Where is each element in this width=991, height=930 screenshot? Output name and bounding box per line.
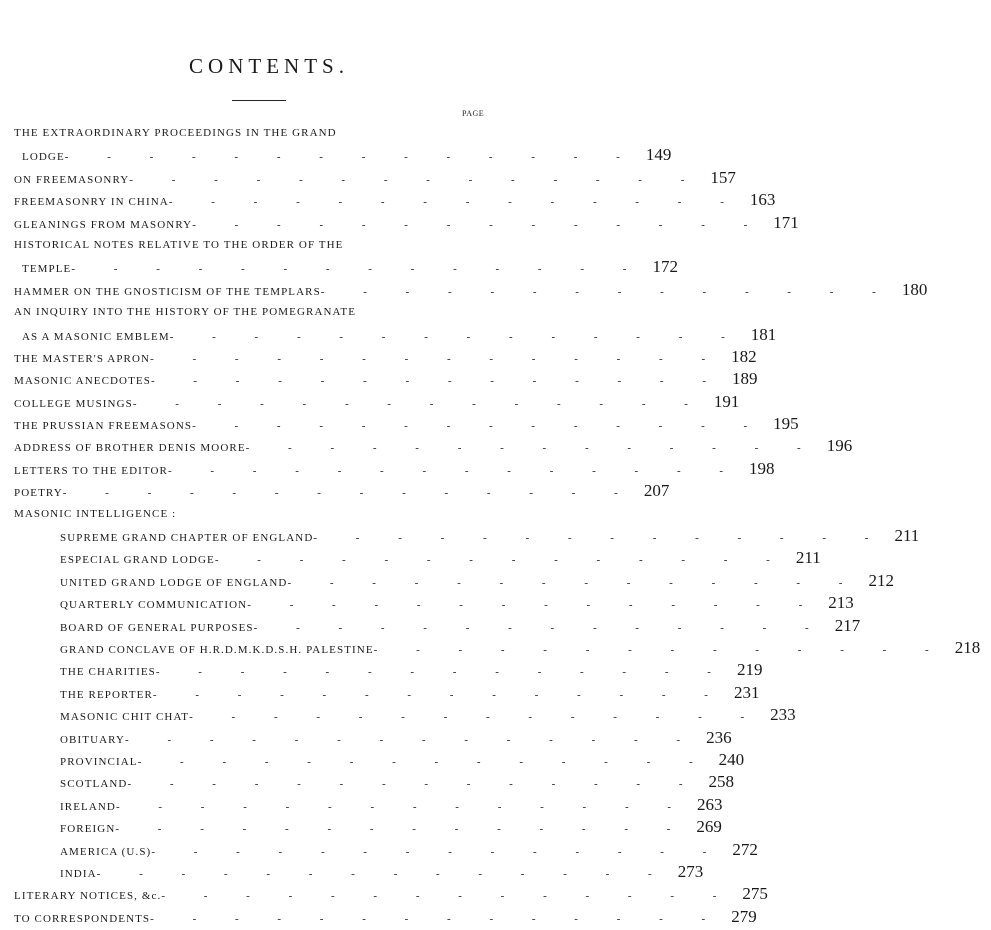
toc-entry: [14, 368, 758, 390]
leader-dashes: - - - - - - - - - - - - - -: [287, 576, 861, 589]
leader-dashes: - - - - - - - - - - - - - -: [150, 375, 725, 388]
entry-title: LITERARY NOTICES, &c.: [14, 890, 162, 903]
leader-dashes: - - - - - - - - - - - - - -: [161, 890, 735, 903]
toc-entry: [14, 391, 740, 413]
leader-dashes: - - - - - - - - - - - - - -: [115, 823, 689, 836]
entry-page-number: 258: [708, 772, 735, 792]
leader-dashes: - - - - - - - - - - - - - -: [62, 487, 636, 500]
leader-dashes: - - - - - - - - - - - - - -: [373, 643, 947, 656]
entry-title: ON FREEMASONRY: [14, 173, 130, 186]
entry-title: AN INQUIRY INTO THE HISTORY OF THE POMEGRANATE: [14, 306, 357, 319]
entry-title: THE MASTER'S APRON: [14, 352, 151, 365]
toc-entry: [14, 480, 670, 502]
leader-dashes: - - - - - - - - - - - - - -: [214, 554, 788, 567]
entry-page-number: 240: [718, 749, 745, 769]
leader-dashes: - - - - - - - - - - - - - -: [64, 151, 638, 164]
toc-entry: [14, 144, 672, 166]
leader-dashes: - - - - - - - - - - - - - -: [71, 263, 645, 276]
entry-page-number: 196: [826, 436, 853, 456]
leader-dashes: - - - - - - - - - - - - - -: [125, 733, 699, 746]
entry-title: ADDRESS OF BROTHER DENIS MOORE: [14, 442, 246, 455]
entry-title: COLLEGE MUSINGS: [14, 397, 133, 410]
entry-page-number: 163: [749, 190, 776, 210]
entry-title: SUPREME GRAND CHAPTER OF ENGLAND: [60, 532, 314, 545]
toc-entry: [14, 279, 928, 301]
leader-dashes: - - - - - - - - - - - - - -: [152, 688, 726, 701]
toc-entry: [14, 839, 758, 861]
entry-page-number: 231: [733, 682, 760, 702]
leader-dashes: - - - - - - - - - - - - - -: [247, 599, 821, 612]
toc-entry: [14, 727, 732, 749]
leader-dashes: - - - - - - - - - - - - - -: [192, 218, 766, 231]
toc-entry: [14, 234, 488, 256]
entry-page-number: 180: [901, 279, 928, 299]
entry-title: OBITUARY: [60, 733, 126, 746]
entry-page-number: 182: [731, 346, 757, 366]
entry-title: AS A MASONIC EMBLEM: [22, 330, 170, 343]
entry-page-number: 218: [954, 637, 981, 657]
leader-dashes: - - - - - - - - - - - - - -: [189, 711, 763, 724]
entry-page-number: 211: [894, 526, 920, 546]
entry-title: THE PRUSSIAN FREEMASONS: [14, 420, 193, 433]
leader-dashes: - - - - - - - - - - - - - -: [192, 420, 766, 433]
toc-entry: [14, 816, 722, 838]
entry-page-number: 233: [770, 705, 796, 725]
entry-title: LETTERS TO THE EDITOR: [14, 464, 168, 477]
leader-dashes: - - - - - - - - - - - - - -: [96, 867, 670, 880]
entry-title: THE CHARITIES: [60, 666, 156, 679]
entry-title: QUARTERLY COMMUNICATION: [60, 599, 248, 612]
entry-page-number: 195: [773, 414, 799, 434]
entry-title: INDIA: [60, 867, 97, 880]
toc-entry: [14, 883, 768, 905]
entry-page-number: 269: [696, 817, 722, 837]
entry-page-number: 172: [652, 257, 678, 277]
entry-title: SCOTLAND: [60, 778, 128, 791]
entry-page-number: 275: [742, 884, 768, 904]
entry-page-number: 273: [677, 861, 704, 881]
leader-dashes: - - - - - - - - - - - - - -: [127, 778, 701, 791]
leader-dashes: - - - - - - - - - - - - - -: [132, 397, 706, 410]
entry-page-number: 207: [643, 481, 670, 501]
leader-dashes: - - - - - - - - - - - - - -: [151, 845, 725, 858]
toc-entry: [14, 324, 777, 346]
entry-title: LODGE: [22, 151, 65, 164]
contents-list: [14, 122, 981, 928]
entry-title: MASONIC ANECDOTES: [14, 375, 151, 388]
entry-title: IRELAND: [60, 800, 116, 813]
leader-dashes: - - - - - - - - - - - - - -: [155, 666, 729, 679]
toc-entry: [14, 212, 799, 234]
toc-entry: [14, 346, 757, 368]
entry-title: TO CORRESPONDENTS: [14, 912, 151, 925]
entry-page-number: 236: [706, 727, 732, 747]
entry-title: HAMMER ON THE GNOSTICISM OF THE TEMPLARS: [14, 285, 321, 298]
entry-page-number: 149: [645, 145, 672, 165]
toc-entry: [14, 637, 981, 659]
entry-page-number: 171: [773, 212, 799, 232]
toc-entry: [14, 122, 488, 144]
toc-entry: [14, 458, 775, 480]
toc-entry: [14, 906, 757, 928]
entry-page-number: 212: [868, 570, 894, 590]
entry-title: PROVINCIAL: [60, 755, 138, 768]
entry-page-number: 279: [731, 906, 757, 926]
toc-entry: [14, 861, 704, 883]
entry-title: GLEANINGS FROM MASONRY: [14, 218, 193, 231]
entry-title: THE REPORTER: [60, 688, 153, 701]
entry-page-number: 219: [736, 660, 763, 680]
leader-dashes: - - - - - - - - - - - - - -: [320, 285, 894, 298]
toc-entry: [14, 413, 799, 435]
leader-dashes: - - - - - - - - - - - - - -: [253, 621, 827, 634]
entry-page-number: 263: [697, 794, 723, 814]
toc-entry: [14, 547, 821, 569]
toc-entry: [14, 771, 735, 793]
page-column-label: PAGE: [462, 109, 485, 118]
entry-page-number: 217: [834, 615, 861, 635]
toc-entry: [14, 167, 736, 189]
entry-title: GRAND CONCLAVE OF H.R.D.M.K.D.S.H. PALESTINE: [60, 643, 374, 656]
leader-dashes: - - - - - - - - - - - - - -: [168, 196, 742, 209]
entry-page-number: 198: [749, 458, 775, 478]
entry-title: FOREIGN: [60, 823, 116, 836]
toc-entry: [14, 256, 678, 278]
entry-page-number: 189: [732, 369, 758, 389]
entry-title: AMERICA (U.S): [60, 845, 152, 858]
toc-entry: [14, 592, 854, 614]
page-title: CONTENTS.: [189, 54, 349, 78]
leader-dashes: - - - - - - - - - - - - - -: [167, 464, 742, 477]
entry-title: HISTORICAL NOTES RELATIVE TO THE ORDER OF THE: [14, 238, 344, 251]
entry-title: MASONIC CHIT CHAT: [60, 711, 190, 724]
toc-entry: [14, 794, 723, 816]
entry-page-number: 191: [713, 391, 740, 411]
entry-title: POETRY: [14, 487, 63, 500]
toc-entry: [14, 659, 763, 681]
entry-page-number: 181: [750, 324, 777, 344]
entry-page-number: 272: [732, 839, 758, 859]
leader-dashes: - - - - - - - - - - - - - -: [150, 352, 724, 365]
entry-page-number: 211: [795, 548, 821, 568]
entry-title: UNITED GRAND LODGE OF ENGLAND: [60, 576, 288, 589]
toc-entry: [14, 189, 776, 211]
toc-entry: [14, 682, 760, 704]
toc-entry: [14, 749, 745, 771]
entry-title: ESPECIAL GRAND LODGE: [60, 554, 215, 567]
title-rule: [232, 100, 286, 101]
leader-dashes: - - - - - - - - - - - - - -: [115, 800, 690, 813]
leader-dashes: - - - - - - - - - - - - - -: [137, 755, 711, 768]
toc-entry: [14, 615, 861, 637]
entry-title: FREEMASONRY IN CHINA: [14, 196, 169, 209]
entry-title: TEMPLE: [22, 263, 72, 276]
entry-title: THE EXTRAORDINARY PROCEEDINGS IN THE GRAND: [14, 127, 337, 139]
entry-title: BOARD OF GENERAL PURPOSES: [60, 621, 254, 634]
toc-entry: [14, 301, 488, 323]
leader-dashes: - - - - - - - - - - - - - -: [245, 442, 819, 455]
entry-title: MASONIC INTELLIGENCE :: [14, 507, 177, 520]
entry-page-number: 157: [710, 167, 736, 187]
leader-dashes: - - - - - - - - - - - - - -: [313, 532, 887, 545]
toc-entry: [14, 503, 488, 525]
entry-page-number: 213: [828, 593, 854, 613]
leader-dashes: - - - - - - - - - - - - - -: [129, 173, 703, 186]
toc-entry: [14, 525, 920, 547]
leader-dashes: - - - - - - - - - - - - - -: [169, 330, 743, 343]
leader-dashes: - - - - - - - - - - - - - -: [150, 912, 724, 925]
toc-entry: [14, 704, 796, 726]
toc-entry: [14, 570, 894, 592]
toc-entry: [14, 435, 853, 457]
